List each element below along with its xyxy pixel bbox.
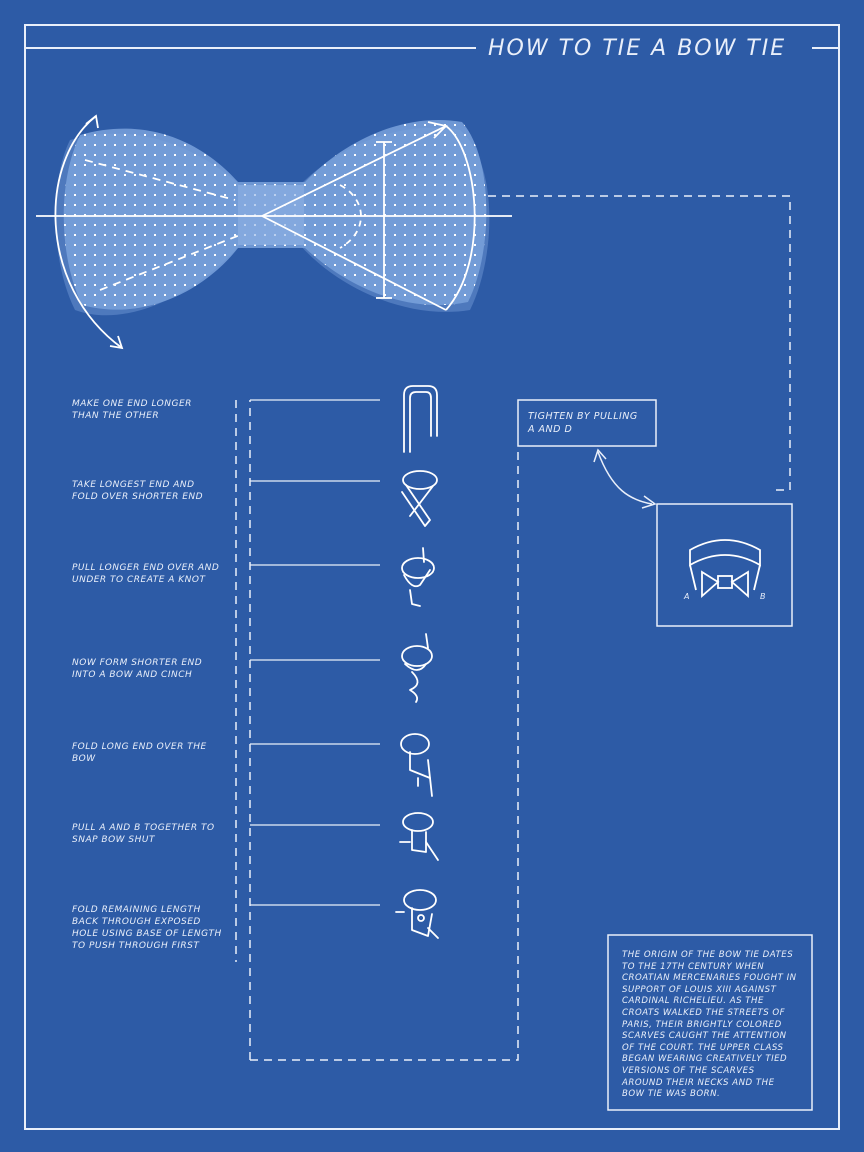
end-b-label: B: [760, 592, 766, 601]
step-5-icon: [401, 734, 432, 796]
step-1-icon: [404, 386, 437, 452]
step-4-text: NOW FORM SHORTER END INTO A BOW AND CINCH: [72, 658, 203, 680]
bow-tie-illustration: [36, 116, 512, 348]
step-3-text: PULL LONGER END OVER AND UNDER TO CREATE A KNOT: [72, 563, 220, 585]
tighten-note: TIGHTEN BY PULLING A AND D: [528, 411, 638, 435]
tighten-diagram-box: [657, 504, 792, 626]
step-2-icon: [402, 471, 437, 526]
step-7-text: FOLD REMAINING LENGTH BACK THROUGH EXPOSED HOLE USING BASE OF LENGTH TO PUSH THROUGH FIRST: [72, 905, 222, 951]
step-leaders: [250, 400, 380, 905]
collar-bow-icon: [690, 540, 760, 596]
step-6-icon: [400, 813, 438, 860]
step-1-text: MAKE ONE END LONGER THAN THE OTHER: [72, 399, 192, 421]
step-3-icon: [402, 548, 434, 606]
step-7-icon: [396, 890, 438, 938]
step-6-text: PULL A AND B TOGETHER TO SNAP BOW SHUT: [72, 823, 215, 845]
step-4-icon: [402, 634, 432, 702]
connector-lines: [236, 196, 790, 1060]
step-2-text: TAKE LONGEST END AND FOLD OVER SHORTER END: [72, 480, 204, 502]
history-note: THE ORIGIN OF THE BOW TIE DATES TO THE 17TH CENTURY WHEN CROATIAN MERCENARIES FOUGHT IN SUPPORT OF LOUIS XIII AGAINST CARDINAL RICHELIEU. AS THE CROATS WALKED THE STREETS OF PARIS, THEIR BRIGHTLY COLORED SCARVES CAUGHT THE ATTENTION OF THE COURT. THE UPPER CLASS BEGAN WEARING CREATIVELY TIED VERSIONS OF THE SCARVES AROUND THEIR NECKS AND THE BOW TIE WAS BORN.: [622, 950, 797, 1100]
end-a-label: A: [684, 592, 690, 601]
bow-tie-knot: [238, 185, 304, 245]
poster-title: HOW TO TIE A BOW TIE: [488, 36, 787, 61]
step-5-text: FOLD LONG END OVER THE BOW: [72, 742, 207, 764]
